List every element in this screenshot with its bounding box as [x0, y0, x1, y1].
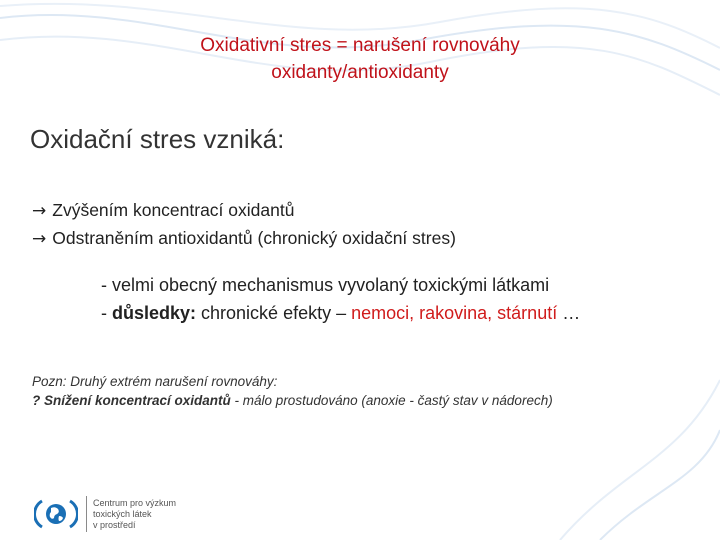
bullet-list	[32, 197, 456, 253]
bullet-item	[32, 225, 456, 253]
footnote-line-2	[32, 391, 553, 410]
sub-item-mechanism: - velmi obecný mechanismus vyvolaný toxickými látkami	[101, 275, 550, 295]
sub-item-highlight: nemoci, rakovina, stárnutí	[351, 303, 558, 323]
logo-text	[93, 498, 176, 531]
slide-title-line-2: oxidanty/antioxidanty	[271, 62, 449, 83]
footnote-bold: ? Snížení koncentrací oxidantů	[32, 393, 231, 408]
sub-item-middle: chronické efekty –	[196, 303, 352, 323]
logo-divider	[86, 496, 87, 532]
institution-logo	[34, 496, 176, 532]
arrow-right-icon: →	[32, 201, 47, 221]
sub-item-ellipsis: …	[557, 303, 581, 323]
globe-logo-icon	[34, 496, 78, 532]
footnote-rest: - málo prostudováno (anoxie - častý stav v nádorech)	[230, 393, 553, 408]
logo-text-line-1: Centrum pro výzkum	[93, 497, 177, 508]
section-heading: Oxidační stres vzniká:	[30, 124, 285, 154]
bullet-text: Zvýšením koncentrací oxidantů	[52, 200, 295, 220]
logo-text-line-2: toxických látek	[93, 508, 152, 519]
sub-item-prefix: -	[101, 303, 112, 323]
sub-item-consequences	[101, 299, 580, 327]
slide-title	[80, 32, 640, 86]
sub-item-bold-label: důsledky:	[112, 303, 197, 323]
logo-text-line-3: v prostředí	[93, 519, 136, 530]
slide-title-line-1: Oxidativní stres = narušení rovnováhy	[200, 35, 520, 56]
arrow-right-icon: →	[32, 229, 47, 249]
footnote-line-1: Pozn: Druhý extrém narušení rovnováhy:	[32, 374, 278, 389]
bullet-item	[32, 197, 456, 225]
sub-list	[101, 271, 580, 327]
footnote	[32, 372, 553, 410]
bullet-text: Odstraněním antioxidantů (chronický oxidační stres)	[52, 228, 456, 248]
